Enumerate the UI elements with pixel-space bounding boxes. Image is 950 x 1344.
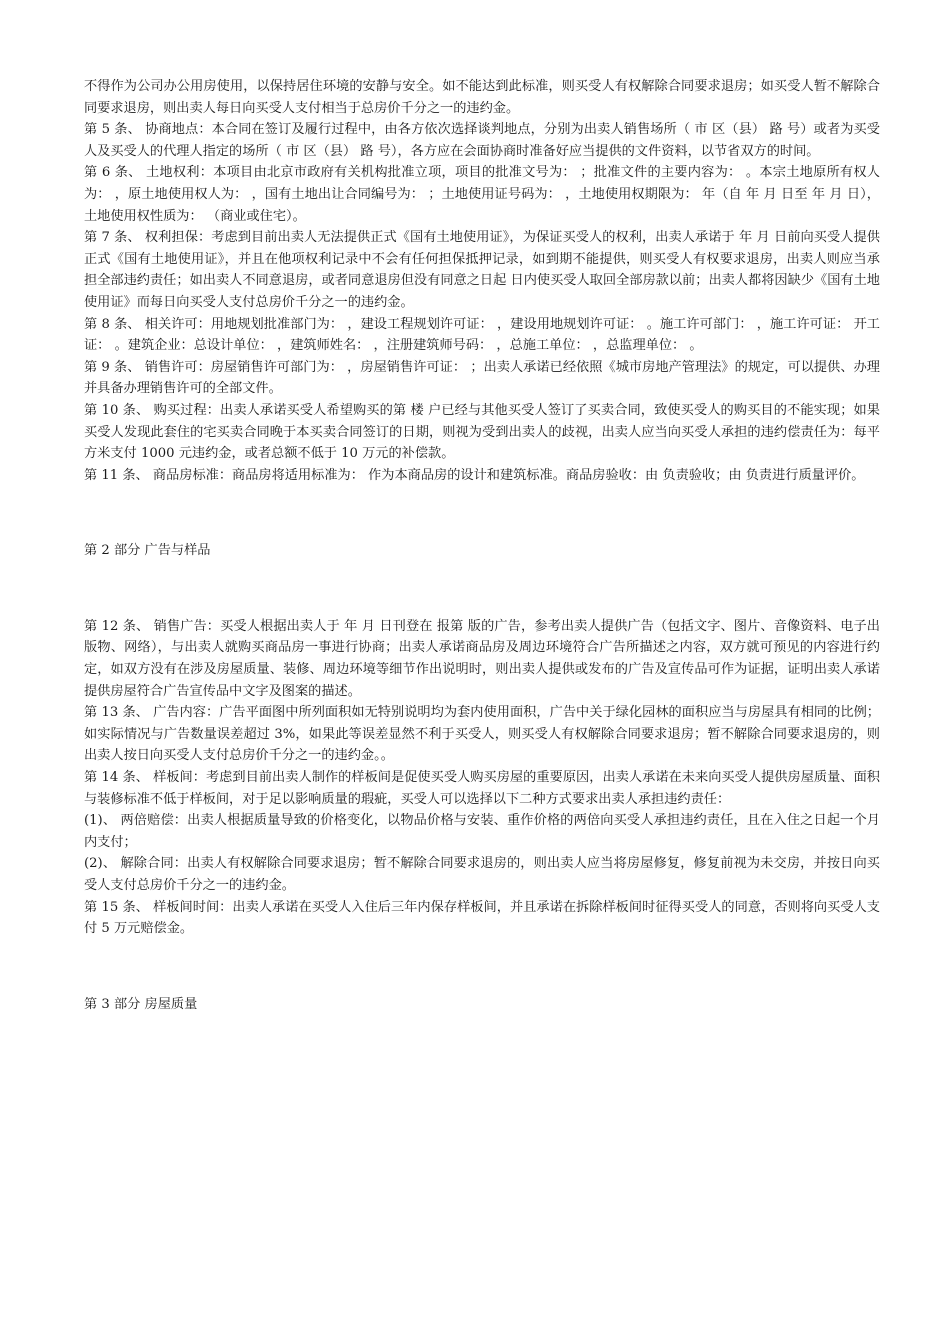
article-9: 第 9 条、 销售许可：房屋销售许可部门为： ，房屋销售许可证： ；出卖人承诺已经依照《城市房地产管理法》的规定，可以提供、办理并具备办理销售许可的全部文件。 bbox=[84, 359, 880, 397]
article-11: 第 11 条、 商品房标准：商品房将适用标准为： 作为本商品房的设计和建筑标准。商品房验收：由 负责验收；由 负责进行质量评价。 bbox=[84, 467, 865, 483]
article-7: 第 7 条、 权利担保：考虑到目前出卖人无法提供正式《国有土地使用证》，为保证买受人的权利，出卖人承诺于 年 月 日前向买受人提供正式《国有土地使用证》，并且在他项权利记录中不会有任何担保抵押记录，如到期不能提供，则买受人有权要求退房，出卖人则应当承担全部违约责任；如出卖人不同意退房，或者同意退房但没有同意之日起 日内使买受人取回全部房款以前；出卖人都将因缺少《国有土地使用证》而每日向买受人支付总房价千分之一的违约金。 bbox=[84, 230, 880, 310]
article-13: 第 13 条、 广告内容：广告平面图中所列面积如无特别说明均为套内使用面积，广告中关于绿化园林的面积应当与房屋具有相同的比例；如实际情况与广告数量误差超过 3%，如果此等误差显然不利于买受人，则买受人有权解除合同要求退房；暂不解除合同要求退房的，则出卖人按日向买受人支付总房价千分之一的违约金。。 bbox=[84, 705, 880, 764]
document-page bbox=[84, 76, 880, 1015]
article-5: 第 5 条、 协商地点：本合同在签订及履行过程中，由各方依次选择谈判地点，分别为出卖人销售场所（ 市 区（县） 路 号）或者为买受人及买受人的代理人指定的场所（ 市 区（县） 路 号），各方应在会面协商时准备好应当提供的文件资料，以节省双方的时间。 bbox=[84, 122, 880, 159]
article-14: 第 14 条、 样板间：考虑到目前出卖人制作的样板间是促使买受人购买房屋的重要原因，出卖人承诺在未来向买受人提供房屋质量、面积与装修标准不低于样板间，对于足以影响质量的瑕疵，买受人可以选择以下二种方式要求出卖人承担违约责任： bbox=[84, 770, 880, 807]
article-8: 第 8 条、 相关许可：用地规划批准部门为： ，建设工程规划许可证： ，建设用地规划许可证： 。施工许可部门： ，施工许可证： 开工证： 。建筑企业：总设计单位： ，建筑师姓名： ，注册建筑师号码： ，总施工单位： ，总监理单位： 。 bbox=[84, 316, 880, 354]
article-15: 第 15 条、 样板间时间：出卖人承诺在买受人入住后三年内保存样板间，并且承诺在拆除样板间时征得买受人的同意，否则将向买受人支付 5 万元赔偿金。 bbox=[84, 899, 880, 937]
article-14-option-2: (2)、 解除合同：出卖人有权解除合同要求退房；暂不解除合同要求退房的，则出卖人应当将房屋修复，修复前视为未交房，并按日向买受人支付总房价千分之一的违约金。 bbox=[84, 856, 880, 893]
article-10: 第 10 条、 购买过程：出卖人承诺买受人希望购买的第 楼 户已经与其他买受人签订了买卖合同，致使买受人的购买目的不能实现；如果买受人发现此套住的宅买卖合同晚于本买卖合同签订的日期，则视为受到出卖人的歧视，出卖人应当向买受人承担的违约偿责任为：每平方米支付 1000 元违约金，或者总额不低于 10 万元的补偿款。 bbox=[84, 402, 880, 462]
section-spacer bbox=[84, 486, 880, 540]
paragraph-continuation: 不得作为公司办公用房使用，以保持居住环境的安静与安全。如不能达到此标准，则买受人有权解除合同要求退房；如买受人暂不解除合同要求退房，则出卖人每日向买受人支付相当于总房价千分之一的违约金。 bbox=[84, 79, 880, 116]
article-14-option-1: (1)、 两倍赔偿：出卖人根据质量导致的价格变化，以物品价格与安装、重作价格的两倍向买受人承担违约责任，且在入住之日起一个月内支付； bbox=[84, 813, 880, 850]
article-6: 第 6 条、 土地权利：本项目由北京市政府有关机构批准立项，项目的批准文号为： ；批准文件的主要内容为： 。本宗土地原所有权人为： ，原土地使用权人为： ，国有土地出让合同编号为： ；土地使用证号码为： ，土地使用权期限为： 年（自 年 月 日至 年 月 日），土地使用权性质为： （商业或住宅）。 bbox=[84, 165, 880, 224]
article-12: 第 12 条、 销售广告：买受人根据出卖人于 年 月 日刊登在 报第 版的广告，参考出卖人提供广告（包括文字、图片、音像资料、电子出版物、网络），与出卖人就购买商品房一事进行协商；出卖人承诺商品房及周边环境符合广告所描述之内容，双方就可预见的内容进行约定，如双方没有在涉及房屋质量、装修、周边环境等细节作出说明时，则出卖人提供或发布的广告及宣传品可作为证据，证明出卖人承诺提供房屋符合广告宣传品中文字及图案的描述。 bbox=[84, 618, 880, 699]
section-spacer bbox=[84, 940, 880, 994]
section-spacer bbox=[84, 562, 880, 616]
section-2-heading: 第 2 部分 广告与样品 bbox=[84, 543, 211, 559]
section-3-heading: 第 3 部分 房屋质量 bbox=[84, 996, 198, 1012]
